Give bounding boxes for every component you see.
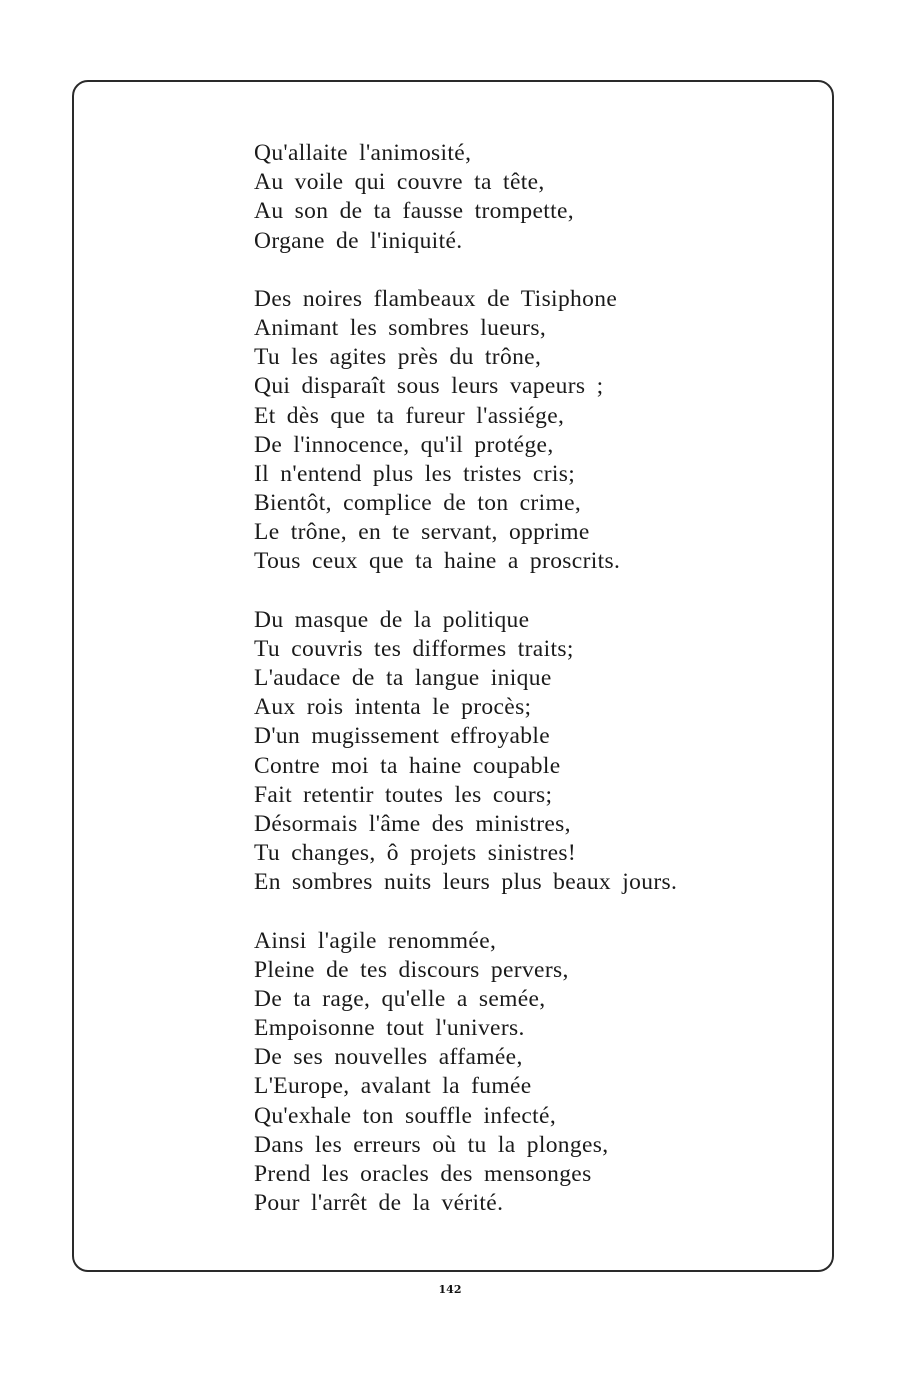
verse-line: Prend les oracles des mensonges: [254, 1161, 592, 1187]
verse-line: De ses nouvelles affamée,: [254, 1044, 523, 1071]
verse-line: Bientôt, complice de ton crime,: [254, 490, 582, 517]
poem-text: [254, 139, 814, 1247]
verse-line: Au son de ta fausse trompette,: [254, 198, 575, 225]
verse-line: Qu'allaite l'animosité,: [254, 140, 472, 166]
verse-line: Tous ceux que ta haine a proscrits.: [254, 548, 621, 575]
verse-line: Des noires flambeaux de Tisiphone: [254, 285, 618, 312]
verse-line: Contre moi ta haine coupable: [254, 752, 561, 779]
stanza-4: [254, 927, 814, 1219]
verse-line: Qui disparaît sous leurs vapeurs ;: [254, 373, 604, 400]
verse-line: D'un mugissement effroyable: [254, 723, 551, 750]
verse-line: Et dès que ta fureur l'assiége,: [254, 402, 565, 429]
stanza-3: [254, 606, 814, 898]
verse-line: Aux rois intenta le procès;: [254, 694, 532, 721]
verse-line: Désormais l'âme des ministres,: [254, 810, 571, 837]
stanza-1: [254, 139, 814, 256]
verse-line: En sombres nuits leurs plus beaux jours.: [254, 869, 678, 896]
verse-line: Tu changes, ô projets sinistres!: [254, 840, 577, 867]
verse-line: L'Europe, avalant la fumée: [254, 1073, 532, 1100]
verse-line: Du masque de la politique: [254, 606, 530, 633]
verse-line: Organe de l'iniquité.: [254, 227, 463, 254]
verse-line: De l'innocence, qu'il protége,: [254, 431, 554, 458]
verse-line: Animant les sombres lueurs,: [254, 314, 547, 341]
verse-line: Le trône, en te servant, opprime: [254, 519, 590, 546]
stanza-2: [254, 285, 814, 577]
verse-line: Il n'entend plus les tristes cris;: [254, 460, 576, 487]
verse-line: Tu les agites près du trône,: [254, 344, 542, 371]
page-number: 142: [438, 1283, 462, 1296]
verse-line: L'audace de ta langue inique: [254, 665, 552, 691]
verse-line: Pour l'arrêt de la vérité.: [254, 1190, 504, 1217]
verse-line: Qu'exhale ton souffle infecté,: [254, 1102, 557, 1129]
verse-line: Au voile qui couvre ta tête,: [254, 169, 545, 196]
verse-line: Ainsi l'agile renommée,: [254, 927, 497, 954]
verse-line: De ta rage, qu'elle a semée,: [254, 985, 546, 1012]
verse-line: Dans les erreurs où tu la plonges,: [254, 1131, 609, 1158]
verse-line: Pleine de tes discours pervers,: [254, 956, 569, 983]
verse-line: Fait retentir toutes les cours;: [254, 781, 553, 808]
verse-line: Tu couvris tes difformes traits;: [254, 635, 574, 662]
verse-line: Empoisonne tout l'univers.: [254, 1015, 525, 1042]
